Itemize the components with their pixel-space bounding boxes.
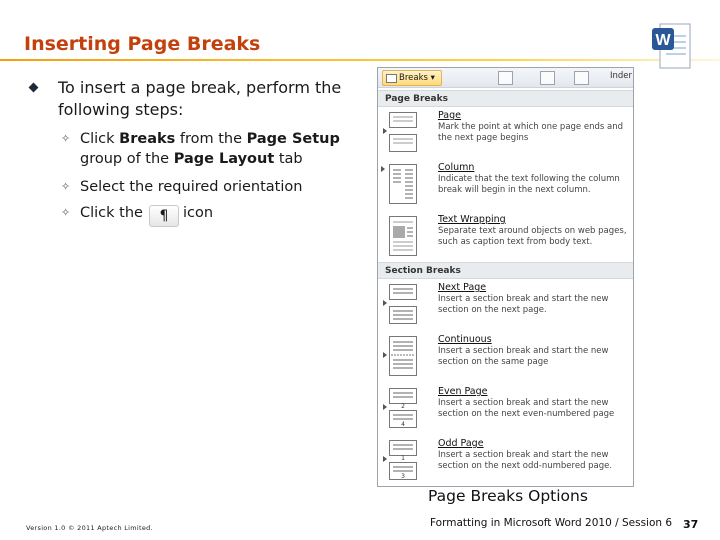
menu-item-column[interactable] <box>378 160 633 210</box>
sub-bullet-icon: ✧ <box>61 206 71 219</box>
arrow-icon <box>383 128 387 134</box>
footer-copyright: Version 1.0 © 2011 Aptech Limited. <box>26 524 153 532</box>
menu-item-desc: Insert a section break and start the new section on the next even-numbered page <box>438 398 615 419</box>
sub-bullet-icon: ✧ <box>61 132 71 145</box>
footer-session: Formatting in Microsoft Word 2010 / Session 6 <box>430 517 673 529</box>
figure-caption: Page Breaks Options <box>428 487 588 505</box>
menu-item-desc: Insert a section break and start the new section on the same page <box>438 346 609 367</box>
svg-text:3: 3 <box>401 473 405 480</box>
menu-item-desc: Insert a section break and start the new section on the next odd-numbered page. <box>438 450 613 471</box>
ribbon-icon[interactable] <box>574 71 589 85</box>
continuous-icon <box>389 336 417 376</box>
step-2: Select the required orientation <box>80 179 303 195</box>
main-bullet-icon <box>29 83 39 93</box>
menu-item-even-page[interactable] <box>378 384 633 434</box>
page-number: 37 <box>683 518 699 531</box>
breaks-icon <box>386 74 397 83</box>
step-1-breaks: Breaks <box>119 131 176 147</box>
slide-title: Inserting Page Breaks <box>24 33 261 55</box>
menu-item-desc: Indicate that the text following the column break will begin in the next column. <box>438 174 620 195</box>
menu-item-name: Odd Page <box>438 438 484 449</box>
next-page-icon <box>389 284 417 324</box>
arrow-icon <box>383 300 387 306</box>
main-bullet-text: To insert a page break, perform the following steps: <box>58 78 342 119</box>
step-1-text: tab <box>274 151 303 167</box>
svg-text:2: 2 <box>401 403 405 410</box>
menu-item-continuous[interactable] <box>378 332 633 382</box>
ribbon-icon[interactable] <box>498 71 513 85</box>
menu-item-name: Even Page <box>438 386 488 397</box>
menu-item-desc: Mark the point at which one page ends and the next page begins <box>438 122 623 143</box>
breaks-button-label: Breaks <box>399 73 428 83</box>
arrow-icon <box>383 404 387 410</box>
even-page-icon <box>389 388 417 428</box>
step-1-page-setup: Page Setup <box>246 131 340 147</box>
arrow-icon <box>383 456 387 462</box>
menu-item-name: Next Page <box>438 282 487 293</box>
arrow-icon <box>383 352 387 358</box>
text-wrapping-icon <box>389 216 417 256</box>
menu-item-name: Continuous <box>438 334 492 345</box>
menu-item-next-page[interactable] <box>378 280 633 330</box>
svg-text:W: W <box>655 32 671 49</box>
step-1-text: Click <box>80 131 120 147</box>
step-1-text: group of the <box>80 151 174 167</box>
odd-page-icon <box>389 440 417 480</box>
menu-item-desc: Separate text around objects on web pages, such as caption text from body text. <box>438 226 627 247</box>
arrow-icon <box>381 166 385 172</box>
menu-item-name: Page <box>438 110 461 121</box>
ribbon-text: Inder <box>610 71 633 81</box>
breaks-menu-screenshot <box>377 67 634 487</box>
pilcrow-icon[interactable]: ¶ <box>149 205 179 227</box>
step-3-after: icon <box>182 205 214 221</box>
title-rule <box>0 59 720 61</box>
page-break-icon <box>389 112 417 152</box>
menu-item-page[interactable] <box>378 108 633 158</box>
page-breaks-header: Page Breaks <box>378 90 633 107</box>
ribbon-icon[interactable] <box>540 71 555 85</box>
sub-bullet-icon: ✧ <box>61 180 71 193</box>
ribbon-toolbar <box>378 68 633 88</box>
menu-item-desc: Insert a section break and start the new section on the next page. <box>438 294 609 315</box>
word-logo-icon <box>650 22 692 70</box>
menu-item-name: Text Wrapping <box>438 214 506 225</box>
svg-text:4: 4 <box>401 421 405 428</box>
menu-item-name: Column <box>438 162 475 173</box>
column-break-icon <box>389 164 417 204</box>
step-1 <box>80 129 350 169</box>
svg-text:1: 1 <box>401 455 405 462</box>
step-1-text: from the <box>175 131 247 147</box>
menu-item-text-wrapping[interactable] <box>378 212 633 262</box>
step-3-before: Click the <box>80 205 143 221</box>
breaks-button[interactable]: Breaks ▾ <box>382 70 442 86</box>
section-breaks-header: Section Breaks <box>378 262 633 279</box>
step-3 <box>80 203 350 227</box>
menu-item-odd-page[interactable] <box>378 436 633 486</box>
step-1-page-layout: Page Layout <box>173 151 275 167</box>
